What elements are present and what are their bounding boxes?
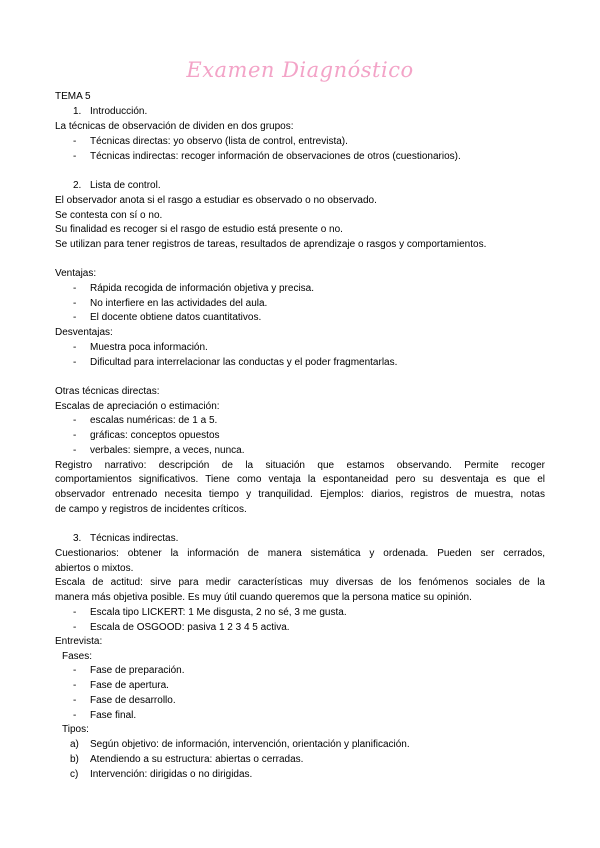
list-item: Escala de OSGOOD: pasiva 1 2 3 4 5 activa. (90, 622, 290, 633)
text-line: Otras técnicas directas: (55, 386, 160, 397)
text-line: La técnicas de observación de dividen en dos grupos: (55, 121, 294, 132)
list-item: Atendiendo a su estructura: abiertas o cerradas. (90, 754, 304, 765)
text-line: Desventajas: (55, 327, 113, 338)
list-marker: - (73, 430, 77, 441)
list-marker: - (73, 665, 77, 676)
document-title: Examen Diagnóstico (186, 58, 414, 82)
list-marker: - (73, 445, 77, 456)
text-line: Escalas de apreciación o estimación: (55, 401, 220, 412)
list-item: Fase de desarrollo. (90, 695, 176, 706)
list-marker: - (73, 622, 77, 633)
list-marker: 2. (73, 180, 82, 191)
list-marker: - (73, 695, 77, 706)
text-line: Fases: (62, 651, 93, 662)
list-marker: - (73, 312, 77, 323)
text-line: observador entrenado necesita tiempo y tranquilidad. Ejemplos: diarios, registros de muestra, notas (55, 489, 545, 500)
list-marker: - (73, 136, 77, 147)
text-line: TEMA 5 (55, 91, 91, 102)
list-marker: - (73, 607, 77, 618)
text-line: Entrevista: (55, 636, 103, 647)
text-line: Se contesta con sí o no. (55, 210, 163, 221)
text-line: Ventajas: (55, 268, 97, 279)
text-line: abiertos o mixtos. (55, 563, 134, 574)
list-marker: - (73, 710, 77, 721)
list-item: Escala tipo LICKERT: 1 Me disgusta, 2 no sé, 3 me gusta. (90, 607, 347, 618)
list-marker: b) (70, 754, 79, 765)
text-line: Tipos: (62, 724, 89, 735)
list-marker: a) (70, 739, 79, 750)
list-item: verbales: siempre, a veces, nunca. (90, 445, 245, 456)
list-marker: c) (70, 769, 79, 780)
list-marker: 1. (73, 106, 82, 117)
text-line: comportamientos significativos. Tiene como ventaja la espontaneidad pero su desventaja es que el (55, 474, 545, 485)
list-item: Técnicas directas: yo observo (lista de control, entrevista). (90, 136, 348, 147)
list-item: Muestra poca información. (90, 342, 208, 353)
text-line: Registro narrativo: descripción de la situación que estamos observando. Permite recoger (55, 460, 545, 471)
list-marker: - (73, 151, 77, 162)
text-line: Se utilizan para tener registros de tareas, resultados de aprendizaje o rasgos y comportamientos. (55, 239, 487, 250)
list-marker: 3. (73, 533, 82, 544)
text-line: Escala de actitud: sirve para medir características muy diversas de los fenómenos sociales de la (55, 577, 545, 588)
list-marker: - (73, 283, 77, 294)
list-item: escalas numéricas: de 1 a 5. (90, 415, 218, 426)
list-marker: - (73, 298, 77, 309)
list-item: Rápida recogida de información objetiva y precisa. (90, 283, 315, 294)
text-line: manera más objetiva posible. Es muy útil cuando queremos que la persona matice su opinión. (55, 592, 472, 603)
list-item: Dificultad para interrelacionar las conductas y el poder fragmentarlas. (90, 357, 398, 368)
text-line: Cuestionarios: obtener la información de manera sistemática y ordenada. Pueden ser cerrados, (55, 548, 545, 559)
text-line: de campo y registros de incidentes críticos. (55, 504, 247, 515)
text-line: Su finalidad es recoger si el rasgo de estudio está presente o no. (55, 224, 343, 235)
list-item: Introducción. (90, 106, 148, 117)
list-item: Fase final. (90, 710, 137, 721)
text-line: El observador anota si el rasgo a estudiar es observado o no observado. (55, 195, 377, 206)
list-item: Intervención: dirigidas o no dirigidas. (90, 769, 253, 780)
list-marker: - (73, 415, 77, 426)
list-marker: - (73, 680, 77, 691)
list-item: Según objetivo: de información, intervención, orientación y planificación. (90, 739, 410, 750)
list-marker: - (73, 357, 77, 368)
list-item: El docente obtiene datos cuantitativos. (90, 312, 262, 323)
list-item: Fase de apertura. (90, 680, 169, 691)
list-item: No interfiere en las actividades del aula. (90, 298, 268, 309)
list-item: Lista de control. (90, 180, 161, 191)
list-marker: - (73, 342, 77, 353)
list-item: Técnicas indirectas. (90, 533, 179, 544)
list-item: Fase de preparación. (90, 665, 185, 676)
list-item: Técnicas indirectas: recoger información de observaciones de otros (cuestionarios). (90, 151, 461, 162)
list-item: gráficas: conceptos opuestos (90, 430, 220, 441)
